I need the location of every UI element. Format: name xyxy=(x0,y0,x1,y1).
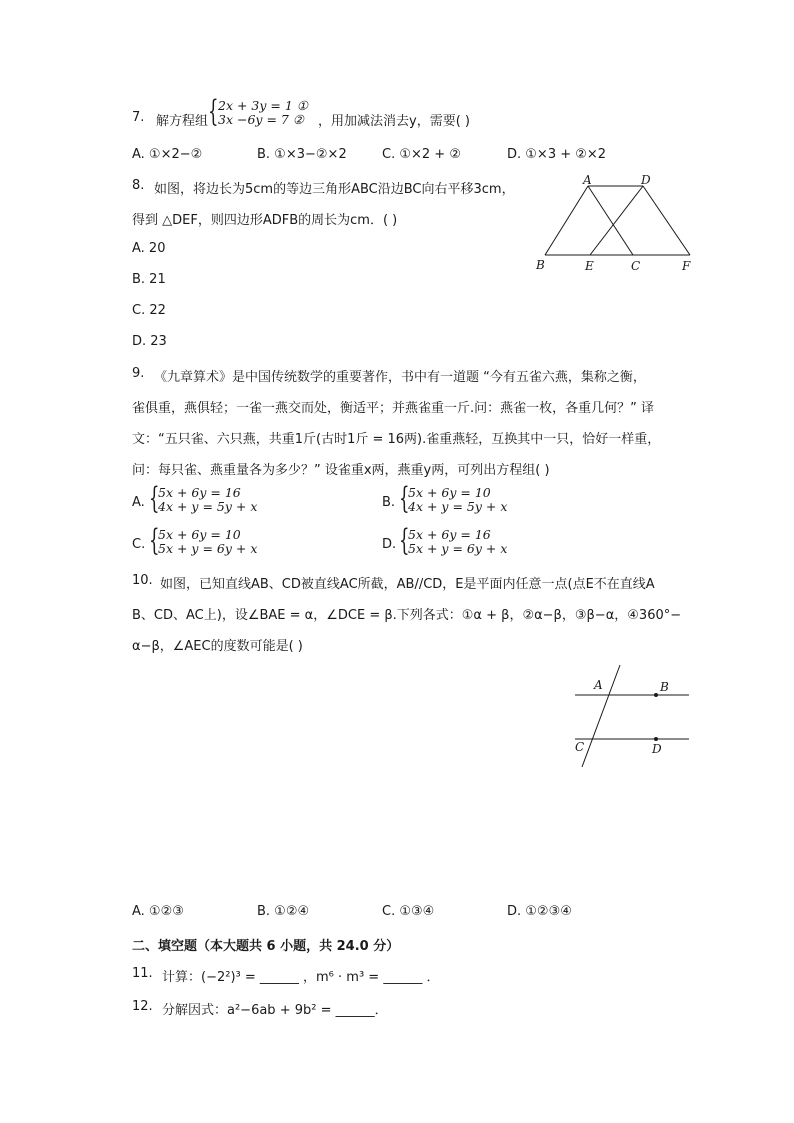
label-a: A xyxy=(594,678,603,692)
brace-symbol: { xyxy=(208,94,219,129)
option-b: B. 21 xyxy=(132,272,166,287)
question-text: B、CD、AC上)，设∠BAE = α，∠DCE = β.下列各式：①α + β，②α−β，③β−α，④360°− xyxy=(132,608,682,623)
label-a: A xyxy=(583,173,592,187)
brace-symbol: { xyxy=(149,523,160,558)
label-b: B xyxy=(660,680,669,694)
question-number: 11. xyxy=(132,966,153,981)
label-d: D xyxy=(641,173,651,187)
line-de xyxy=(590,186,643,255)
option-b: B. ①×3−②×2 xyxy=(257,147,347,162)
question-text: 计算：(−2²)³ = ______ ，m⁶ · m³ = ______ ． xyxy=(162,970,440,985)
question-text: 得到 △DEF，则四边形ADFB的周长为cm．( ) xyxy=(132,213,398,228)
question-text: 《九章算术》是中国传统数学的重要著作，书中有一道题 “今有五雀六燕，集称之衡， xyxy=(154,370,646,385)
option-label: D. xyxy=(382,537,397,552)
question-text: 解方程组 xyxy=(156,114,209,129)
option-d: D. ①②③④ xyxy=(507,904,572,919)
question-text: 如图，已知直线AB、CD被直线AC所截，AB//CD，E是平面内任意一点(点E不在直线A xyxy=(160,577,655,592)
option-a: A. ①×2−② xyxy=(132,147,203,162)
equation-system: 5x + 6y = 16 4x + y = 5y + x xyxy=(158,485,258,514)
question-text: 分解因式：a²−6ab + 9b² = ______． xyxy=(162,1003,388,1018)
question-text: 如图，将边长为5cm的等边三角形ABC沿边BC向右平移3cm， xyxy=(154,182,515,197)
parallel-lines-figure xyxy=(566,662,696,772)
translated-triangles-figure xyxy=(530,172,700,276)
question-number: 7. xyxy=(132,110,145,125)
point-b xyxy=(654,693,658,697)
option-b: B. ①②④ xyxy=(257,904,310,919)
equation-system xyxy=(218,99,308,127)
option-c: C. ①×2 + ② xyxy=(382,147,461,162)
option-label: A. xyxy=(132,495,145,510)
option-a: A. ①②③ xyxy=(132,904,184,919)
equation-system: 5x + 6y = 10 5x + y = 6y + x xyxy=(158,527,258,556)
equation-system: 5x + 6y = 16 5x + y = 6y + x xyxy=(408,527,508,556)
question-number: 9. xyxy=(132,366,145,381)
line-ab xyxy=(545,186,588,255)
brace-symbol: { xyxy=(149,481,160,516)
label-e: E xyxy=(585,259,594,273)
option-d: D. 23 xyxy=(132,334,167,349)
option-c: C. ①③④ xyxy=(382,904,435,919)
question-number: 10. xyxy=(132,573,153,588)
line-df xyxy=(643,186,690,255)
option-a: A. 20 xyxy=(132,241,166,256)
question-text: ，用加减法消去y，需要( ) xyxy=(318,114,470,129)
section-heading: 二、填空题（本大题共 6 小题，共 24.0 分） xyxy=(132,939,400,954)
question-text: α−β，∠AEC的度数可能是( ) xyxy=(132,639,303,654)
label-c: C xyxy=(575,740,585,754)
question-number: 8. xyxy=(132,178,145,193)
equation: 2x + 3y = 1 ① xyxy=(218,98,308,113)
option-c: C. 22 xyxy=(132,303,166,318)
equation: 3x −6y = 7 ② xyxy=(218,112,305,127)
label-d: D xyxy=(652,742,662,756)
line-ac xyxy=(588,186,633,255)
label-b: B xyxy=(536,258,545,272)
equation-system: 5x + 6y = 10 4x + y = 5y + x xyxy=(408,485,508,514)
option-label: B. xyxy=(382,495,396,510)
question-text: 雀俱重，燕俱轻；一雀一燕交而处，衡适平；并燕雀重一斤.问：燕雀一枚，各重几何？” 译 xyxy=(132,401,655,416)
point-d xyxy=(654,737,658,741)
brace-symbol: { xyxy=(399,481,410,516)
question-number: 12. xyxy=(132,999,153,1014)
question-text: 文：“五只雀、六只燕，共重1斤(古时1斤 = 16两).雀重燕轻，互换其中一只，恰好一样重， xyxy=(132,432,661,447)
brace-symbol: { xyxy=(399,523,410,558)
option-label: C. xyxy=(132,537,146,552)
question-text: 问：每只雀、燕重量各为多少？” 设雀重x两，燕重y两，可列出方程组( ) xyxy=(132,463,550,478)
label-f: F xyxy=(682,259,691,273)
option-d: D. ①×3 + ②×2 xyxy=(507,147,607,162)
label-c: C xyxy=(631,259,641,273)
